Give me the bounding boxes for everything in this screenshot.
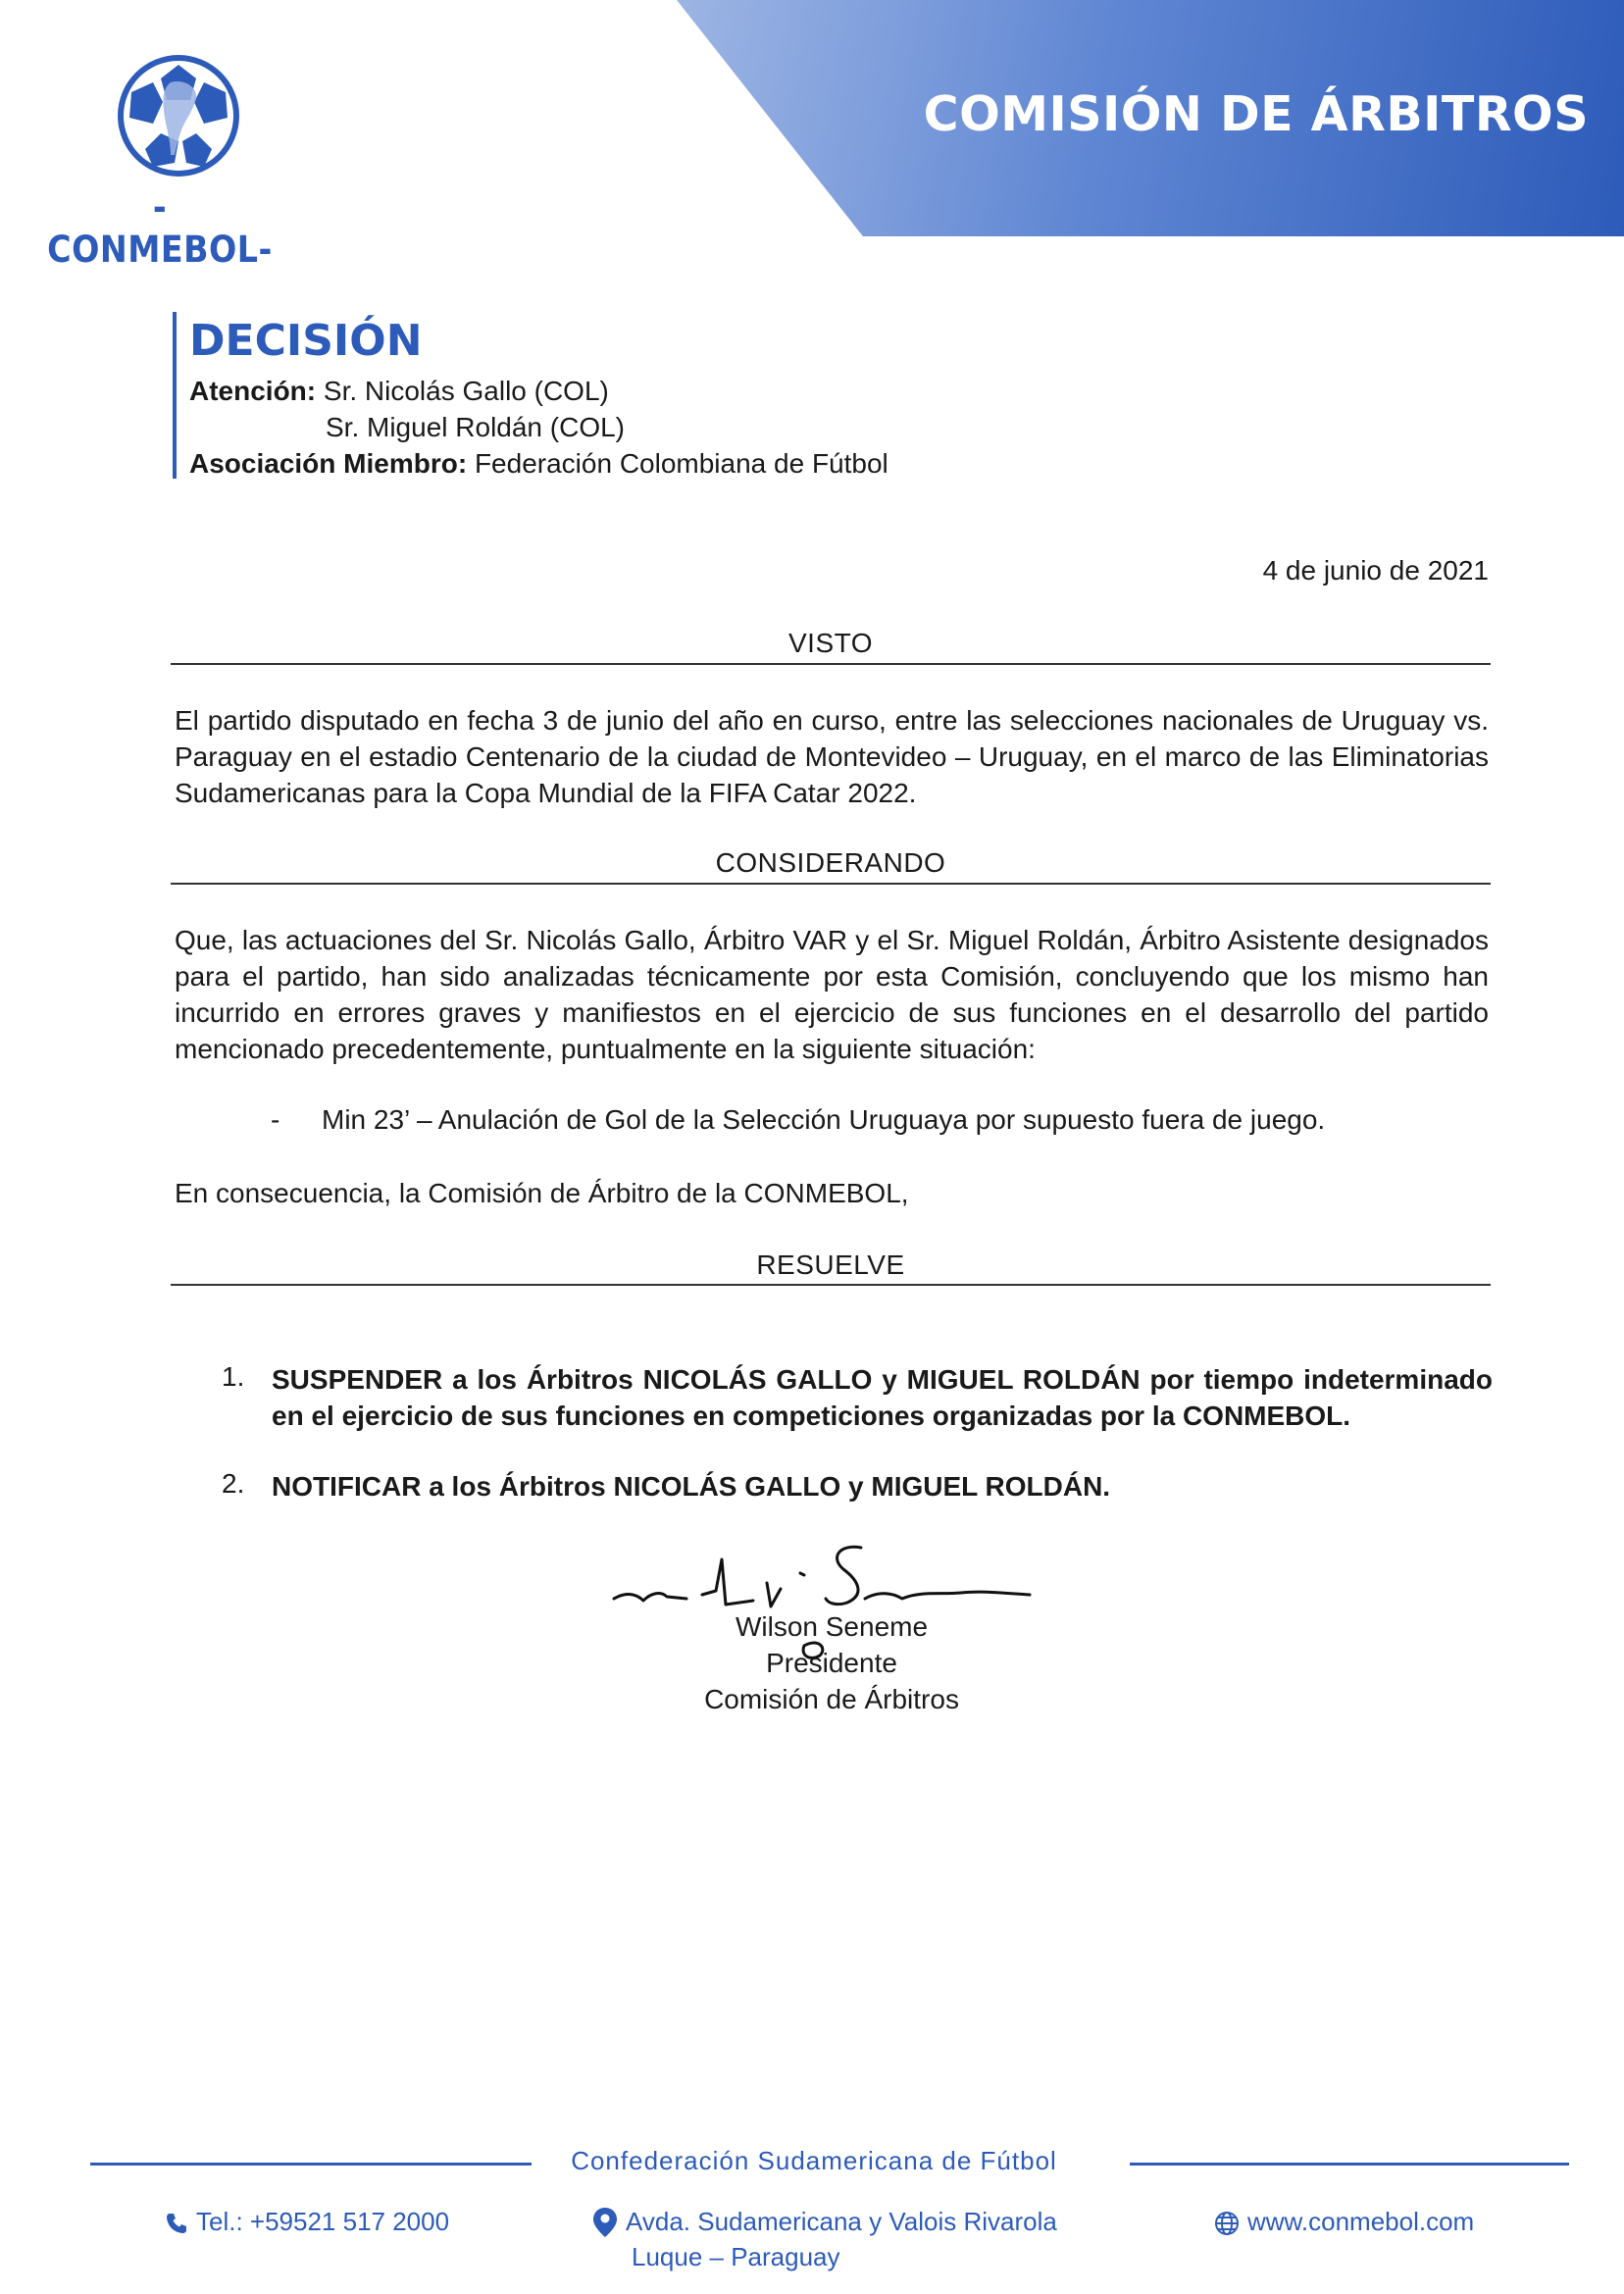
attention-line-1 xyxy=(189,376,609,407)
section-title-visto: VISTO xyxy=(787,628,873,658)
member-value: Federación Colombiana de Fútbol xyxy=(474,448,888,479)
document-date: 4 de junio de 2021 xyxy=(1262,555,1489,586)
signatory-name: Wilson Seneme xyxy=(735,1611,929,1642)
footer-rule-right xyxy=(1130,2163,1569,2166)
bullet-marker: - xyxy=(271,1104,280,1135)
conmebol-logo-icon xyxy=(80,39,277,196)
consequence-paragraph: En consecuencia, la Comisión de Árbitro de la CONMEBOL, xyxy=(175,1178,909,1208)
member-label: Asociación Miembro: xyxy=(189,448,468,479)
signatory-role: Presidente xyxy=(766,1648,897,1678)
attention-value-2: Sr. Miguel Roldán (COL) xyxy=(326,412,626,442)
resolution-number: 2. xyxy=(222,1468,245,1499)
footer-address-line-2: Luque – Paraguay xyxy=(632,2242,840,2271)
visto-paragraph: El partido disputado en fecha 3 de junio del año en curso, entre las selecciones nacionales de Uruguay vs. Paraguay en el estadio Centenario de la ciudad de Montevideo – Uruguay, en el marco de las Eliminatorias Sudamericanas para la Copa Mundial de la FIFA Catar 2022. xyxy=(175,705,1489,808)
section-title-resuelve: RESUELVE xyxy=(756,1249,905,1280)
member-line xyxy=(189,448,888,480)
phone-icon xyxy=(165,2212,188,2235)
resolution-item: NOTIFICAR a los Árbitros NICOLÁS GALLO y MIGUEL ROLDÁN. xyxy=(272,1471,1111,1502)
bullet-item: Min 23’ – Anulación de Gol de la Selección Uruguaya por supuesto fuera de juego. xyxy=(322,1104,1326,1135)
attention-label: Atención: xyxy=(189,376,317,406)
considerando-paragraph: Que, las actuaciones del Sr. Nicolás Gallo, Árbitro VAR y el Sr. Miguel Roldán, Árbitro Asistente designados para el partido, han sido analizadas técnicamente por esta Comisión, concluyendo que los mismo han incurrido en errores graves y manifiestos en el ejercicio de sus funciones en el desarrollo del partido mencionado precedentemente, puntualmente en la siguiente situación: xyxy=(175,925,1489,1064)
signatory-body: Comisión de Árbitros xyxy=(704,1684,959,1714)
section-title-considerando: CONSIDERANDO xyxy=(715,847,946,878)
globe-icon xyxy=(1214,2211,1240,2236)
footer-address xyxy=(592,2207,1057,2238)
footer-website[interactable] xyxy=(1214,2207,1474,2237)
footer-organization: Confederación Sudamericana de Fútbol xyxy=(571,2146,1057,2175)
footer-website-text: www.conmebol.com xyxy=(1247,2207,1475,2236)
footer-phone[interactable] xyxy=(165,2207,449,2237)
section-rule xyxy=(171,883,1491,885)
section-rule xyxy=(171,663,1491,665)
decision-accent-bar xyxy=(173,312,177,479)
location-pin-icon xyxy=(592,2207,618,2238)
decision-heading: DECISIÓN xyxy=(189,316,423,366)
header-title: COMISIÓN DE ÁRBITROS xyxy=(923,86,1589,142)
resolution-number: 1. xyxy=(222,1361,245,1392)
attention-value-1: Sr. Nicolás Gallo (COL) xyxy=(323,376,609,406)
logo-wordmark: -CONMEBOL- xyxy=(47,186,273,271)
section-rule xyxy=(171,1284,1491,1286)
footer-phone-text: Tel.: +59521 517 2000 xyxy=(196,2207,450,2236)
resolution-item: SUSPENDER a los Árbitros NICOLÁS GALLO y MIGUEL ROLDÁN por tiempo indeterminado en el ejercicio de sus funciones en competiciones organizadas por la CONMEBOL. xyxy=(272,1364,1493,1431)
footer-address-line-1: Avda. Sudamericana y Valois Rivarola xyxy=(626,2207,1057,2236)
handwritten-signature xyxy=(608,1530,1040,1667)
footer-rule-left xyxy=(90,2163,532,2166)
